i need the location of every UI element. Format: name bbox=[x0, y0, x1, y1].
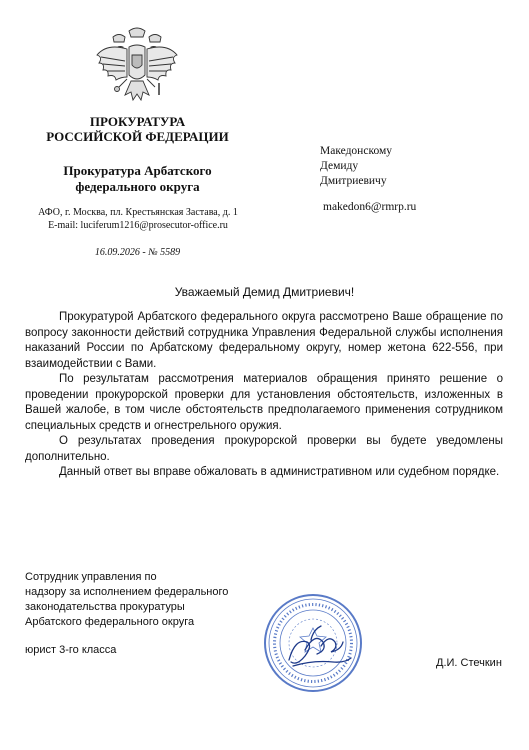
signer-position-line: Арбатского федерального округа bbox=[25, 616, 195, 628]
org-title-line1: ПРОКУРАТУРА bbox=[89, 114, 186, 129]
letter-paragraph: По результатам рассмотрения материалов обращения принято решение о проведении прокурорской проверки для установления обстоятельств, изложенных в Вашей жалобе, в том числе обстоятельств предполагаемого применения сотрудником специальных средств и огнестрельного оружия. bbox=[25, 373, 503, 432]
dept-title-line1: Прокуратура Арбатского bbox=[63, 163, 212, 178]
handwritten-signature-icon bbox=[281, 620, 361, 685]
document-date-number: 16.09.2026 - № 5589 bbox=[94, 247, 181, 258]
signer-rank: юрист 3-го класса bbox=[25, 644, 117, 656]
signer-position-line: надзору за исполнением федерального bbox=[25, 586, 229, 598]
letter-greeting: Уважаемый Демид Дмитриевич! bbox=[174, 285, 355, 299]
eagle-emblem-icon bbox=[93, 25, 181, 111]
org-title-line2: РОССИЙСКОЙ ФЕДЕРАЦИИ bbox=[46, 129, 229, 144]
signer-position bbox=[25, 570, 228, 630]
recipient-line2: Демиду bbox=[320, 160, 359, 172]
recipient-line1: Македонскому bbox=[320, 145, 393, 157]
dept-title-line2: федерального округа bbox=[75, 179, 200, 194]
signer-position-line: Сотрудник управления по bbox=[25, 571, 157, 583]
letter-paragraph: Данный ответ вы вправе обжаловать в административном или судебном порядке. bbox=[59, 466, 500, 478]
letter-paragraph: О результатах проведения прокурорской проверки вы будете уведомлены дополнительно. bbox=[25, 435, 503, 463]
signer-name: Д.И. Стечкин bbox=[436, 657, 502, 669]
signer-position-line: законодательства прокуратуры bbox=[25, 601, 185, 613]
org-email: E-mail: luciferum1216@prosecutor-office.ru bbox=[48, 220, 228, 231]
recipient-email: makedon6@rmrp.ru bbox=[323, 201, 417, 213]
letter-body bbox=[25, 310, 503, 481]
recipient-line3: Дмитриевичу bbox=[320, 175, 387, 187]
org-address: АФО, г. Москва, пл. Крестьянская Застава, д. 1 bbox=[38, 207, 238, 218]
letter-paragraph: Прокуратурой Арбатского федерального округа рассмотрено Ваше обращение по вопросу законности действий сотрудника Управления Федеральной службы исполнения наказаний России по Арбатскому федеральному округу, номер жетона 622-556, при взаимодействии с Вами. bbox=[25, 311, 503, 370]
